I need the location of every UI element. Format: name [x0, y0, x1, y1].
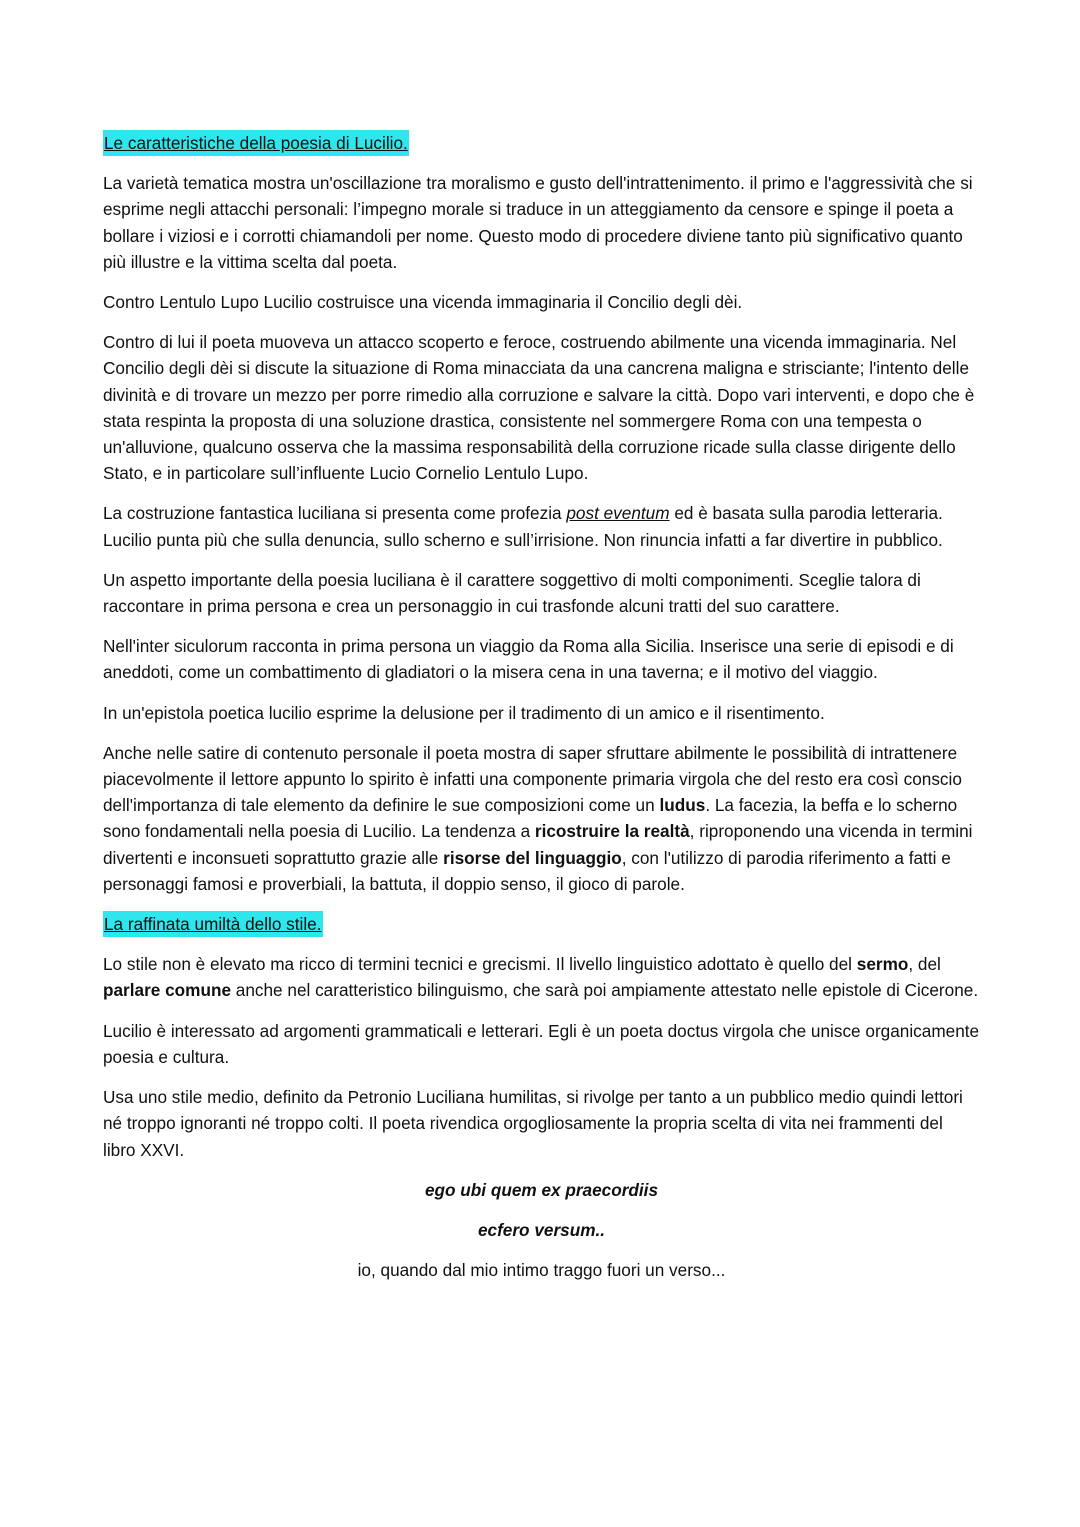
bold-term-ludus: ludus — [659, 795, 706, 816]
text-run: . La facezia, la beffa e lo scherno sono fondamentali nella poesia di Lucilio. La tendenza a — [103, 795, 958, 842]
text-run: Lo stile non è elevato ma ricco di termini tecnici e grecismi. Il livello linguistico adottato è quello del — [103, 954, 857, 975]
quote-translation: io, quando dal mio intimo traggo fuori un verso... — [357, 1260, 726, 1281]
post-eventum-term: post eventum — [566, 503, 670, 524]
section-heading-lucilio: Le caratteristiche della poesia di Lucilio. — [103, 130, 409, 156]
paragraph: La varietà tematica mostra un'oscillazione tra moralismo e gusto dell'intrattenimento. il primo e l'aggressività che si esprime negli attacchi personali: l’impegno morale si traduce in un atteggiamento da censore e spinge il poeta a bollare i viziosi e i corrotti chiamandoli per nome. Questo modo di procedere diviene tanto più significativo quanto più illustre e la vittima scelta dal poeta. — [103, 173, 973, 272]
bold-term: parlare comune — [103, 980, 231, 1001]
paragraph: Un aspetto importante della poesia luciliana è il carattere soggettivo di molti componimenti. Sceglie talora di raccontare in prima persona e crea un personaggio in cui trasfonde alcuni tratti del suo carattere. — [103, 569, 921, 617]
latin-quote-line: ecfero versum.. — [477, 1219, 606, 1240]
text-run: La costruzione fantastica luciliana si presenta come profezia — [103, 503, 567, 524]
paragraph: Lucilio è interessato ad argomenti grammaticali e letterari. Egli è un poeta doctus virgola che unisce organicamente poesia e cultura. — [103, 1020, 980, 1067]
bold-term: ricostruire la realtà — [534, 821, 690, 842]
text-run: anche nel caratteristico bilinguismo, che sarà poi ampiamente attestato nelle epistole di Cicerone. — [231, 980, 979, 1001]
text-run: , riproponendo una vicenda in termini divertenti e inconsueti soprattutto grazie alle — [103, 821, 973, 868]
paragraph: In un'epistola poetica lucilio esprime la delusione per il tradimento di un amico e il risentimento. — [103, 702, 825, 723]
text-run: , con l'utilizzo di parodia riferimento a fatti e personaggi famosi e proverbiali, la battuta, il doppio senso, il gioco di parole. — [103, 847, 951, 894]
text-run: ed è basata sulla parodia letteraria. Lucilio punta più che sulla denuncia, sullo scherno e sull’irrisione. Non rinuncia infatti a far divertire in pubblico. — [103, 503, 943, 550]
paragraph — [103, 500, 980, 552]
bold-term-sermo: sermo — [856, 954, 909, 975]
paragraph: Contro Lentulo Lupo Lucilio costruisce una vicenda immaginaria il Concilio degli dèi. — [103, 292, 743, 313]
text-run: Anche nelle satire di contenuto personale il poeta mostra di saper sfruttare abilmente le possibilità di intrattenere piacevolmente il lettore appunto lo spirito è infatti una componente primaria virgola che del resto era così conscio dell'importanza di tale elemento da definire le sue composizioni come un — [103, 742, 962, 816]
latin-quote-line: ego ubi quem ex praecordiis — [424, 1179, 659, 1200]
text-run: , del — [908, 954, 941, 975]
paragraph — [103, 740, 980, 897]
bold-term: risorse del linguaggio — [443, 847, 622, 868]
section-heading-stile: La raffinata umiltà dello stile. — [103, 911, 323, 937]
paragraph: Contro di lui il poeta muoveva un attacco scoperto e feroce, costruendo abilmente una vicenda immaginaria. Nel Concilio degli dèi si discute la situazione di Roma minacciata da una cancrena maligna e strisciante; l'intento delle divinità e di trovare un mezzo per porre rimedio alla corruzione e salvare la città. Dopo vari interventi, e dopo che è stata respinta la proposta di una soluzione drastica, consistente nel sommergere Roma con una tempesta o un'alluvione, qualcuno osserva che la massima responsabilità della corruzione ricade sulla classe dirigente dello Stato, e in particolare sull’influente Lucio Cornelio Lentulo Lupo. — [103, 332, 975, 484]
paragraph — [103, 951, 980, 1003]
paragraph: Usa uno stile medio, definito da Petronio Luciliana humilitas, si rivolge per tanto a un pubblico medio quindi lettori né troppo ignoranti né troppo colti. Il poeta rivendica orgogliosamente la propria scelta di vita nei frammenti del libro XXVI. — [103, 1087, 963, 1160]
paragraph: Nell'inter siculorum racconta in prima persona un viaggio da Roma alla Sicilia. Inserisce una serie di episodi e di aneddoti, come un combattimento di gladiatori o la misera cena in una taverna; e il motivo del viaggio. — [103, 636, 954, 683]
